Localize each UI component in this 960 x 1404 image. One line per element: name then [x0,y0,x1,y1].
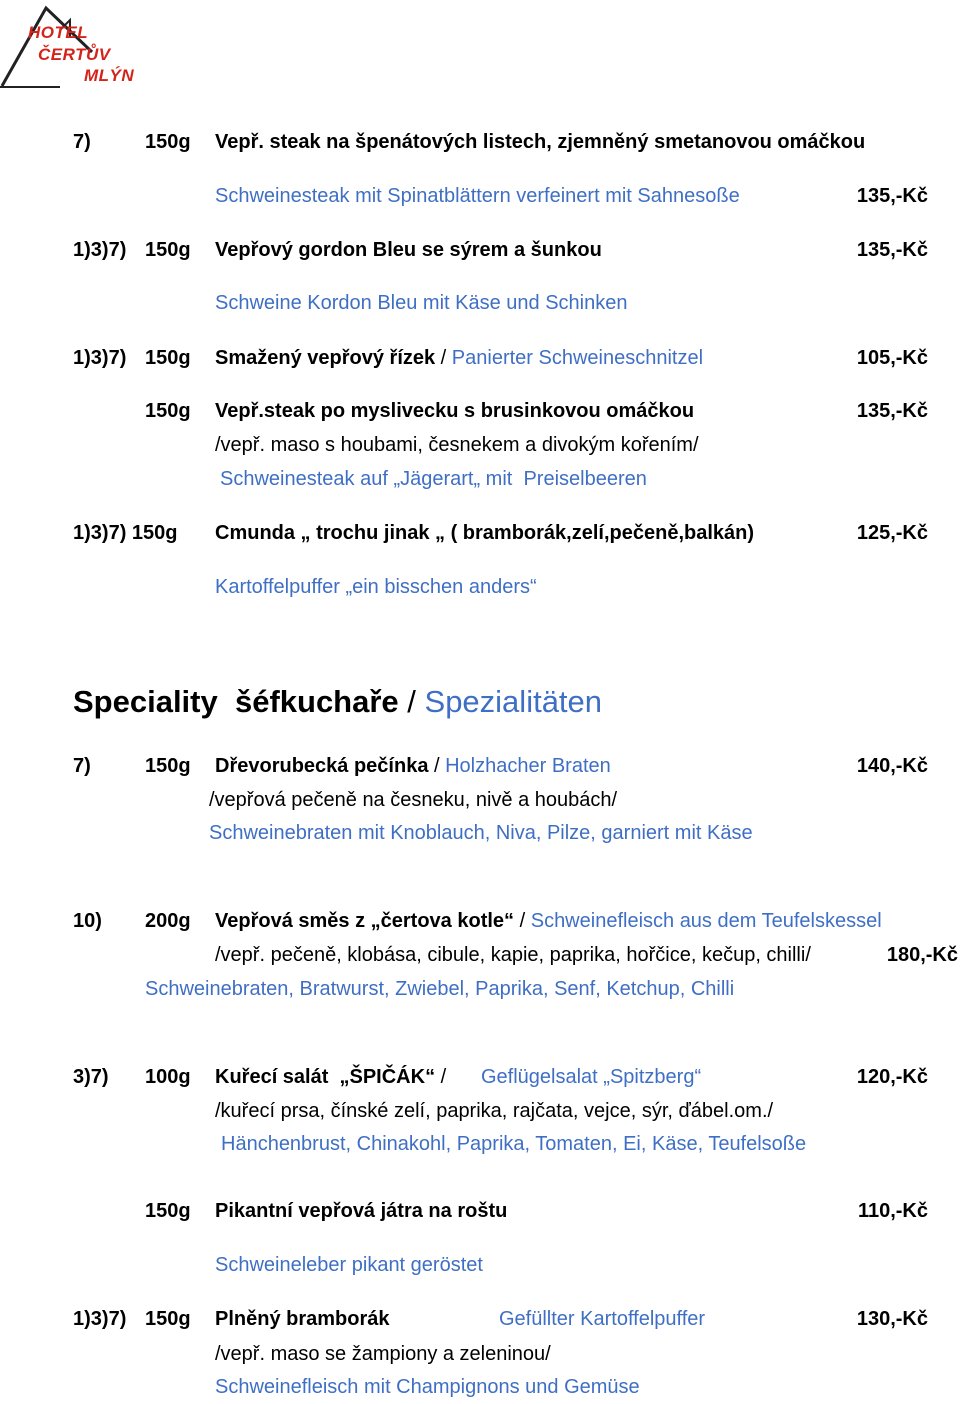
item-name-cz: Kuřecí salát „ŠPIČÁK“ [215,1066,436,1088]
item-name-de: Geflügelsalat „Spitzberg“ [481,1066,702,1088]
item-price: 110,-Kč [857,1200,928,1222]
item-name-cz: Vepř. steak na špenátových listech, zjemněný smetanovou omáčkou [215,131,866,153]
item-name-cz: Vepřová směs z „čertova kotle“ [215,910,515,932]
item-name-de: Schweine Kordon Bleu mit Käse und Schinken [215,292,628,314]
hotel-logo [0,0,150,92]
item-description: /vepř. maso se žampiony a zeleninou/ [215,1343,551,1365]
logo-line-mlyn: MLÝN [84,66,135,85]
section-title-de: Spezialitäten [424,684,603,719]
item-name-de: Gefüllter Kartoffelpuffer [499,1308,706,1330]
item-description: /vepřová pečeně na česneku, nivě a houbách/ [209,789,618,811]
item-name-cz: Vepř.steak po myslivecku s brusinkovou omáčkou [215,400,695,422]
separator: / [514,910,531,932]
item-code: 1)3)7) [73,347,127,369]
item-name-cz: Cmunda „ trochu jinak „ ( bramborák,zelí,pečeně,balkán) [215,522,755,544]
item-code: 1)3)7) [73,1308,127,1330]
item-weight: 150g [145,1200,191,1222]
separator: / [398,684,425,719]
item-weight: 150g [145,1308,191,1330]
item-code: 10) [73,910,102,932]
separator: / [435,1066,447,1088]
item-name-cz: Pikantní vepřová játra na roštu [215,1200,508,1222]
item-weight: 150g [145,239,191,261]
item-price: 135,-Kč [856,185,928,207]
item-name-line [215,909,882,933]
item-name-cz: Dřevorubecká pečínka [215,755,429,777]
item-weight: 200g [145,910,191,932]
item-name-line [215,754,611,778]
item-price: 105,-Kč [856,347,928,369]
item-code: 3)7) [73,1066,109,1088]
item-weight: 150g [145,400,191,422]
item-name-de: Schweineleber pikant geröstet [215,1254,483,1276]
logo-line-certuv: ČERTŮV [38,45,111,64]
section-title-cz: Speciality šéfkuchaře [73,684,399,719]
item-price: 135,-Kč [856,239,928,261]
item-price: 135,-Kč [856,400,928,422]
item-description-de: Schweinefleisch mit Champignons und Gemüse [215,1376,640,1398]
item-weight: 150g [145,131,191,153]
item-weight: 150g [145,755,191,777]
item-description: /vepř. pečeně, klobása, cibule, kapie, paprika, hořčice, kečup, chilli/ [215,944,811,966]
item-code: 1)3)7) [73,239,127,261]
item-code: 7) [73,755,91,777]
item-name-cz: Smažený vepřový řízek [215,347,436,369]
section-heading [73,684,602,720]
item-name-line [215,346,703,370]
item-price: 130,-Kč [856,1308,928,1330]
item-code: 7) [73,131,91,153]
item-name-de: Panierter Schweineschnitzel [451,347,704,369]
item-description-de: Hänchenbrust, Chinakohl, Paprika, Tomaten, Ei, Käse, Teufelsoße [221,1133,807,1155]
item-name-line [215,1065,446,1089]
item-price: 125,-Kč [856,522,928,544]
separator: / [435,347,452,369]
item-weight: 100g [145,1066,191,1088]
item-description-de: Schweinebraten, Bratwurst, Zwiebel, Paprika, Senf, Ketchup, Chilli [145,978,735,1000]
item-weight: 150g [145,347,191,369]
item-name-de: Schweinesteak mit Spinatblättern verfeinert mit Sahnesoße [215,185,740,207]
item-name-cz: Vepřový gordon Bleu se sýrem a šunkou [215,239,602,261]
item-description: /vepř. maso s houbami, česnekem a divokým kořením/ [215,434,699,456]
item-name-de: chweinefleisch aus dem Teufelskessel [544,910,882,932]
item-description: /kuřecí prsa, čínské zelí, paprika, rajčata, vejce, sýr, ďábel.om./ [215,1100,774,1122]
item-code: 1)3)7) 150g [73,522,178,544]
item-name-de: Holzhacher Braten [445,755,611,777]
item-name-cz: Plněný bramborák [215,1308,390,1330]
item-price: 180,-Kč [886,944,958,966]
separator: / [428,755,446,777]
item-name-de-initial: S [530,910,545,932]
item-price: 120,-Kč [856,1066,928,1088]
item-description-de: Schweinebraten mit Knoblauch, Niva, Pilze, garniert mit Käse [209,822,753,844]
item-name-de: Schweinesteak auf „Jägerart„ mit Preiselbeeren [220,468,647,490]
item-price: 140,-Kč [856,755,928,777]
item-name-de: Kartoffelpuffer „ein bisschen anders“ [215,576,537,598]
logo-line-hotel: HOTEL [28,23,89,42]
